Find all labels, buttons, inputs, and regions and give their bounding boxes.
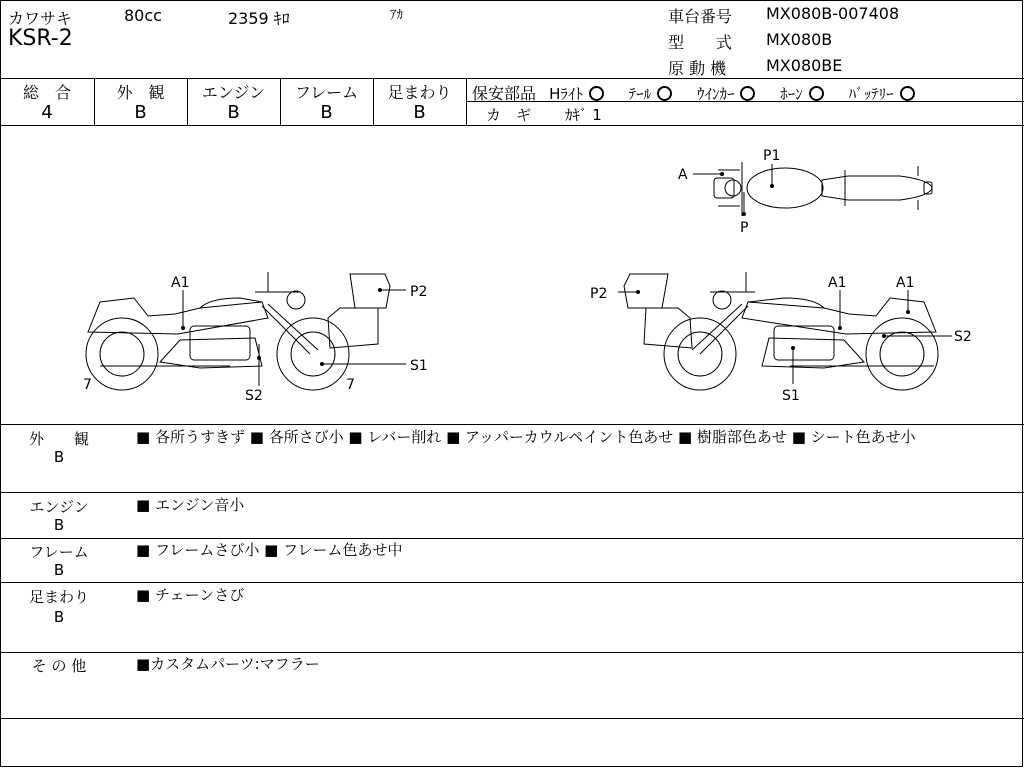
diagram-label-right-a1a: A1 bbox=[828, 275, 847, 291]
ok-circle-icon bbox=[589, 86, 604, 101]
section-suspension-label: 足まわり bbox=[28, 588, 89, 606]
engine-label: 原 動 機 bbox=[668, 59, 727, 78]
grade-engine-label: エンジン bbox=[201, 83, 266, 102]
color: ｱｶ bbox=[390, 8, 403, 23]
maker: カワサキ bbox=[8, 9, 73, 28]
grade-engine-value: B bbox=[227, 102, 240, 123]
safety-winker bbox=[697, 85, 760, 103]
diagram-label-left-7a: 7 bbox=[83, 377, 92, 393]
key-label: カ ギ bbox=[486, 106, 532, 124]
ok-circle-icon bbox=[809, 86, 824, 101]
section-engine-grade: B bbox=[53, 516, 65, 534]
diagram-label-left-a1: A1 bbox=[171, 275, 190, 291]
diagram-label-a: A bbox=[678, 167, 688, 183]
section-frame-label: フレーム bbox=[29, 543, 89, 561]
ok-circle-icon bbox=[740, 86, 755, 101]
grade-frame-value: B bbox=[320, 102, 333, 123]
safety-horn bbox=[780, 85, 828, 103]
safety-battery bbox=[849, 85, 915, 103]
safety-parts-row bbox=[472, 81, 915, 104]
section-exterior-grade: B bbox=[53, 448, 65, 466]
grade-frame-label: フレーム bbox=[294, 83, 359, 102]
grade-suspension-label: 足まわり bbox=[387, 83, 452, 102]
diagram-label-right-a1b: A1 bbox=[896, 275, 915, 291]
section-engine-text: ■ エンジン音小 bbox=[136, 496, 245, 514]
safety-parts-label: 保安部品 bbox=[472, 84, 537, 103]
section-frame-grade: B bbox=[53, 561, 65, 579]
section-engine-label: エンジン bbox=[29, 498, 89, 516]
diagram-label-p: P bbox=[740, 220, 749, 236]
section-suspension-text: ■ チェーンさび bbox=[136, 586, 245, 604]
right-view-bike bbox=[624, 272, 938, 390]
safety-tail-label: ﾃｰﾙ bbox=[628, 85, 652, 103]
engine-value: MX080BE bbox=[766, 56, 843, 75]
section-other-label: そ の 他 bbox=[31, 657, 87, 675]
grade-total-value: 4 bbox=[41, 102, 53, 123]
section-exterior-label: 外 観 bbox=[28, 430, 89, 448]
model-name: KSR-2 bbox=[8, 26, 73, 51]
left-view-bike bbox=[86, 272, 390, 390]
safety-horn-label: ﾎｰﾝ bbox=[780, 85, 803, 103]
diagram-label-right-p2: P2 bbox=[590, 286, 608, 302]
mileage: 2359 ｷﾛ bbox=[228, 9, 290, 28]
diagram-label-left-s2: S2 bbox=[245, 388, 263, 404]
safety-tail bbox=[629, 85, 677, 103]
key-value: ｶｷﾞ 1 bbox=[565, 106, 602, 124]
section-other-text: ■カスタムパーツ:マフラー bbox=[136, 655, 320, 673]
safety-headlight bbox=[549, 85, 609, 103]
grade-exterior-label: 外 観 bbox=[116, 83, 165, 102]
safety-headlight-label: Hﾗｲﾄ bbox=[549, 85, 583, 103]
type-value: MX080B bbox=[766, 30, 833, 49]
grade-exterior-value: B bbox=[134, 102, 147, 123]
section-frame-text: ■ フレームさび小 ■ フレーム色あせ中 bbox=[136, 541, 403, 559]
diagram-label-p1: P1 bbox=[763, 148, 781, 164]
frame-no: MX080B-007408 bbox=[766, 4, 900, 23]
diagram-label-left-7b: 7 bbox=[346, 377, 355, 393]
top-view-bike bbox=[714, 162, 932, 216]
section-exterior-text: ■ 各所うすきず ■ 各所さび小 ■ レバー削れ ■ アッパーカウルペイント色あせ ■ 樹脂部色あせ ■ シート色あせ小 bbox=[136, 428, 916, 446]
diagram-label-left-s1: S1 bbox=[410, 358, 428, 374]
diagram-label-left-p2: P2 bbox=[410, 284, 428, 300]
safety-winker-label: ｳｲﾝｶｰ bbox=[696, 85, 735, 103]
grade-total-label: 総 合 bbox=[22, 83, 71, 102]
displacement: 80cc bbox=[124, 6, 162, 25]
type-label: 型 式 bbox=[668, 33, 733, 52]
frame-no-label: 車台番号 bbox=[668, 7, 733, 26]
ok-circle-icon bbox=[900, 86, 915, 101]
ok-circle-icon bbox=[657, 86, 672, 101]
damage-diagram bbox=[0, 126, 1024, 423]
diagram-label-right-s2: S2 bbox=[954, 329, 972, 345]
safety-battery-label: ﾊﾞｯﾃﾘｰ bbox=[848, 85, 894, 103]
section-suspension-grade: B bbox=[53, 608, 65, 626]
diagram-label-right-s1: S1 bbox=[782, 388, 800, 404]
grade-suspension-value: B bbox=[413, 102, 426, 123]
